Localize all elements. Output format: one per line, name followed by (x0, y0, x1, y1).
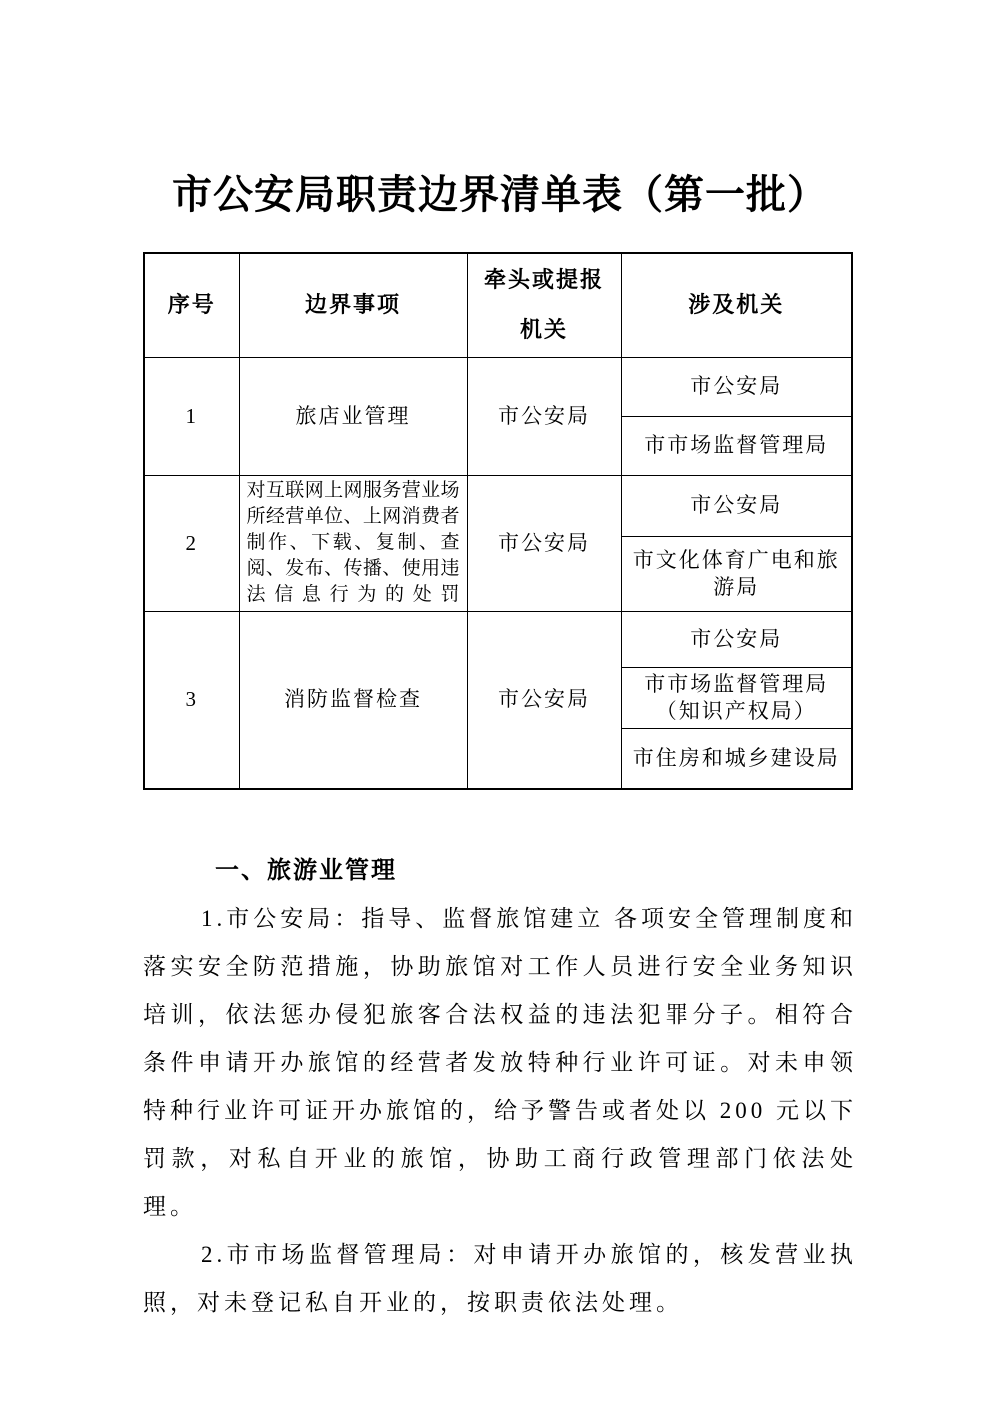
cell-matter: 消防监督检查 (239, 611, 467, 789)
boundary-list-table (143, 252, 853, 790)
cell-lead: 市公安局 (467, 611, 621, 789)
cell-involved: 市市场监督管理局 (621, 416, 852, 475)
cell-lead: 市公安局 (467, 357, 621, 475)
cell-matter: 对互联网上网服务营业场所经营单位、上网消费者制作、下载、复制、查阅、发布、传播、使用违法信息行为的处罚 (239, 475, 467, 611)
header-cell-lead: 牵头或提报机关 (467, 253, 621, 357)
cell-involved: 市公安局 (621, 357, 852, 416)
section-heading: 一、旅游业管理 (215, 857, 397, 884)
section-paragraph-1: 1.市公安局：指导、监督旅馆建立 各项安全管理制度和落实安全防范措施，协助旅馆对工作人员进行安全业务知识培训，依法惩办侵犯旅客合法权益的违法犯罪分子。相符合条件申请开办旅馆的经营者发放特种行业许可证。对未申领特种行业许可证开办旅馆的，给予警告或者处以 200 元以下罚款，对私自开业的旅馆，协助工商行政管理部门依法处理。 (143, 906, 857, 1219)
table-row-1 (144, 357, 852, 416)
cell-no: 2 (144, 475, 239, 611)
cell-involved: 市公安局 (621, 475, 852, 536)
table-header-row (144, 253, 852, 357)
cell-involved: 市文化体育广电和旅游局 (621, 536, 852, 611)
table-row-2 (144, 475, 852, 536)
header-cell-involved: 涉及机关 (621, 253, 852, 357)
cell-involved: 市市场监督管理局（知识产权局） (621, 667, 852, 728)
cell-lead: 市公安局 (467, 475, 621, 611)
cell-involved: 市公安局 (621, 611, 852, 667)
cell-no: 1 (144, 357, 239, 475)
header-cell-no: 序号 (144, 253, 239, 357)
cell-involved: 市住房和城乡建设局 (621, 728, 852, 789)
section-tourism-management (143, 847, 857, 1327)
cell-matter: 旅店业管理 (239, 357, 467, 475)
page-title: 市公安局职责边界清单表（第一批） (172, 172, 828, 217)
section-paragraph-2: 2.市市场监督管理局：对申请开办旅馆的，核发营业执照，对未登记私自开业的，按职责依法处理。 (143, 1242, 857, 1315)
table-row-3 (144, 611, 852, 667)
cell-no: 3 (144, 611, 239, 789)
header-cell-matter: 边界事项 (239, 253, 467, 357)
